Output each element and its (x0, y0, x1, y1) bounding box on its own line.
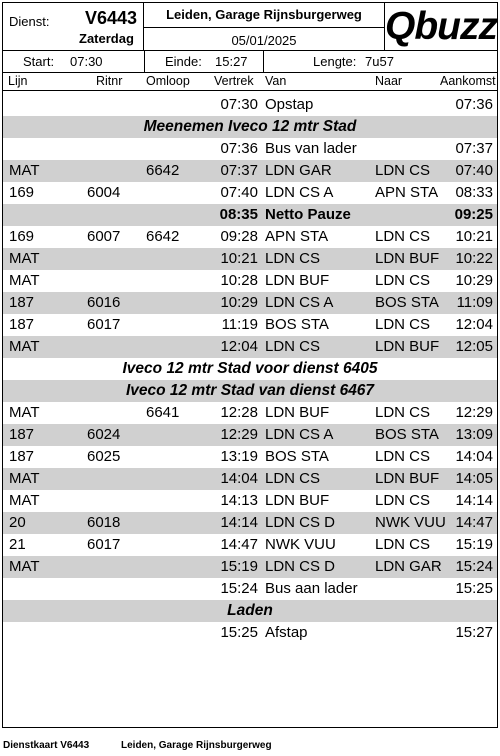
divider (144, 27, 384, 28)
table-row (3, 336, 497, 358)
cell-vertrek: 14:04 (220, 470, 258, 487)
cell-vertrek: 12:04 (220, 338, 258, 355)
cell-vertrek: 10:21 (220, 250, 258, 267)
cell-van: LDN CS A (265, 184, 334, 201)
logo-box (385, 3, 497, 51)
table-row (3, 446, 497, 468)
section-banner: Iveco 12 mtr Stad van dienst 6467 (3, 380, 497, 402)
col-aankomst: Aankomst (440, 74, 496, 88)
table-row (3, 226, 497, 248)
lengte-label: Lengte: (313, 54, 357, 69)
cell-van: BOS STA (265, 448, 329, 465)
cell-naar: LDN CS (375, 492, 431, 509)
cell-naar: BOS STA (375, 426, 439, 443)
footer-left: Dienstkaart V6443 (3, 740, 90, 751)
einde-value: 15:27 (215, 54, 248, 69)
cell-van: LDN BUF (265, 492, 330, 509)
cell-vertrek: 12:28 (220, 404, 258, 421)
cell-vertrek: 15:19 (220, 558, 258, 575)
cell-lijn: MAT (9, 272, 40, 289)
cell-van: Bus aan lader (265, 580, 358, 597)
table-row (3, 292, 497, 314)
cell-van: LDN CS (265, 250, 321, 267)
table-row (3, 182, 497, 204)
col-naar: Naar (375, 74, 403, 88)
cell-vertrek: 14:47 (220, 536, 258, 553)
cell-lijn: MAT (9, 162, 40, 179)
cell-naar: LDN BUF (375, 470, 440, 487)
cell-vertrek: 14:13 (220, 492, 258, 509)
info-bar (3, 51, 497, 73)
cell-van: LDN CS D (265, 558, 336, 575)
cell-naar: LDN BUF (375, 338, 440, 355)
cell-vertrek: 14:14 (220, 514, 258, 531)
cell-vertrek: 07:30 (220, 96, 258, 113)
cell-van: LDN CS (265, 338, 321, 355)
cell-lijn: 187 (9, 316, 35, 333)
cell-naar: LDN CS (375, 448, 431, 465)
cell-lijn: MAT (9, 404, 40, 421)
cell-van: LDN GAR (265, 162, 332, 179)
cell-naar: LDN CS (375, 228, 431, 245)
cell-van: Netto Pauze (265, 206, 351, 223)
cell-lijn: 187 (9, 426, 35, 443)
cell-naar: LDN GAR (375, 558, 442, 575)
cell-ritnr: 6007 (87, 228, 121, 245)
location-box (144, 3, 385, 51)
lengte-value: 7u57 (365, 54, 394, 69)
col-van: Van (265, 74, 287, 88)
cell-lijn: 21 (9, 536, 26, 553)
cell-van: LDN CS (265, 470, 321, 487)
table-row (3, 138, 497, 160)
cell-lijn: 187 (9, 294, 35, 311)
cell-aankomst: 07:36 (455, 96, 493, 113)
cell-aankomst: 15:27 (455, 624, 493, 641)
col-omloop: Omloop (146, 74, 190, 88)
cell-ritnr: 6017 (87, 316, 121, 333)
cell-lijn: 169 (9, 228, 35, 245)
start-value: 07:30 (70, 54, 103, 69)
table-row (3, 402, 497, 424)
cell-aankomst: 07:37 (455, 140, 493, 157)
cell-naar: LDN CS (375, 272, 431, 289)
cell-naar: LDN CS (375, 536, 431, 553)
cell-vertrek: 10:28 (220, 272, 258, 289)
table-row (3, 490, 497, 512)
cell-aankomst: 12:04 (455, 316, 493, 333)
cell-aankomst: 14:14 (455, 492, 493, 509)
column-headers (3, 73, 497, 91)
cell-aankomst: 15:24 (455, 558, 493, 575)
einde-label: Einde: (165, 54, 202, 69)
cell-van: LDN CS A (265, 426, 334, 443)
cell-naar: APN STA (375, 184, 439, 201)
cell-lijn: 169 (9, 184, 35, 201)
cell-naar: BOS STA (375, 294, 439, 311)
cell-vertrek: 11:19 (221, 316, 258, 333)
cell-van: APN STA (265, 228, 329, 245)
cell-aankomst: 10:21 (455, 228, 493, 245)
table-row (3, 556, 497, 578)
start-label: Start: (23, 54, 55, 69)
table-row (3, 314, 497, 336)
cell-naar: LDN CS (375, 404, 431, 421)
cell-lijn: MAT (9, 250, 40, 267)
cell-van: BOS STA (265, 316, 329, 333)
cell-ritnr: 6025 (87, 448, 121, 465)
table-row (3, 622, 497, 644)
col-vertrek: Vertrek (214, 74, 254, 88)
cell-aankomst: 15:19 (455, 536, 493, 553)
section-banner: Iveco 12 mtr Stad voor dienst 6405 (122, 360, 378, 377)
cell-vertrek: 13:19 (220, 448, 258, 465)
footer-right: Leiden, Garage Rijnsburgerweg (121, 740, 272, 751)
table-row (3, 424, 497, 446)
cell-aankomst: 13:09 (455, 426, 493, 443)
location-title: Leiden, Garage Rijnsburgerweg (166, 7, 362, 22)
cell-van: NWK VUU (265, 536, 336, 553)
cell-vertrek: 07:37 (220, 162, 258, 179)
cell-omloop: 6642 (146, 228, 180, 245)
cell-naar: LDN CS (375, 162, 431, 179)
table-row (3, 204, 497, 226)
table-row (3, 534, 497, 556)
cell-ritnr: 6024 (87, 426, 121, 443)
cell-naar: NWK VUU (375, 514, 446, 531)
divider (263, 51, 264, 72)
cell-van: LDN CS A (265, 294, 334, 311)
table-row (3, 248, 497, 270)
cell-ritnr: 6017 (87, 536, 121, 553)
cell-naar: LDN CS (375, 316, 431, 333)
cell-vertrek: 07:40 (220, 184, 258, 201)
cell-van: Bus van lader (265, 140, 357, 157)
cell-aankomst: 10:29 (455, 272, 493, 289)
cell-omloop: 6641 (146, 404, 180, 421)
cell-aankomst: 08:33 (455, 184, 493, 201)
cell-van: LDN BUF (265, 404, 330, 421)
table-row (3, 94, 497, 116)
cell-van: LDN BUF (265, 272, 330, 289)
cell-aankomst: 11:09 (456, 294, 493, 311)
cell-vertrek: 07:36 (220, 140, 258, 157)
divider (144, 51, 145, 72)
cell-aankomst: 12:29 (455, 404, 493, 421)
section-banner: Laden (3, 600, 497, 622)
table-row (3, 468, 497, 490)
cell-lijn: MAT (9, 470, 40, 487)
col-ritnr: Ritnr (96, 74, 123, 88)
cell-ritnr: 6018 (87, 514, 121, 531)
cell-lijn: 187 (9, 448, 35, 465)
duty-card (2, 2, 498, 728)
cell-lijn: MAT (9, 558, 40, 575)
cell-van: Opstap (265, 96, 314, 113)
date: 05/01/2025 (231, 33, 297, 48)
cell-vertrek: 10:29 (220, 294, 258, 311)
table-row (3, 578, 497, 600)
qbuzz-logo: Qbuzz (385, 5, 497, 48)
cell-ritnr: 6004 (87, 184, 121, 201)
table-row (3, 270, 497, 292)
cell-vertrek: 12:29 (220, 426, 258, 443)
cell-vertrek: 08:35 (219, 206, 258, 223)
cell-naar: LDN BUF (375, 250, 440, 267)
cell-ritnr: 6016 (87, 294, 121, 311)
table-row (3, 512, 497, 534)
table-row (3, 160, 497, 182)
duty-box (3, 3, 144, 51)
cell-aankomst: 07:40 (455, 162, 493, 179)
cell-lijn: 20 (9, 514, 26, 531)
cell-aankomst: 14:47 (455, 514, 493, 531)
dienst-number: V6443 (85, 8, 138, 28)
cell-omloop: 6642 (146, 162, 180, 179)
cell-vertrek: 15:24 (220, 580, 258, 597)
cell-aankomst: 10:22 (455, 250, 493, 267)
cell-lijn: MAT (9, 338, 40, 355)
dienst-label: Dienst: (9, 14, 50, 29)
cell-lijn: MAT (9, 492, 40, 509)
cell-aankomst: 12:05 (455, 338, 493, 355)
cell-van: Afstap (265, 624, 308, 641)
dienst-day: Zaterdag (79, 31, 134, 46)
cell-aankomst: 14:05 (455, 470, 493, 487)
cell-vertrek: 09:28 (220, 228, 258, 245)
trip-table (3, 94, 497, 644)
cell-vertrek: 15:25 (220, 624, 258, 641)
header (3, 3, 497, 51)
section-banner: Meenemen Iveco 12 mtr Stad (3, 116, 497, 138)
cell-aankomst: 14:04 (455, 448, 493, 465)
cell-aankomst: 15:25 (455, 580, 493, 597)
cell-aankomst: 09:25 (454, 206, 493, 223)
cell-van: LDN CS D (265, 514, 336, 531)
col-lijn: Lijn (8, 74, 28, 88)
